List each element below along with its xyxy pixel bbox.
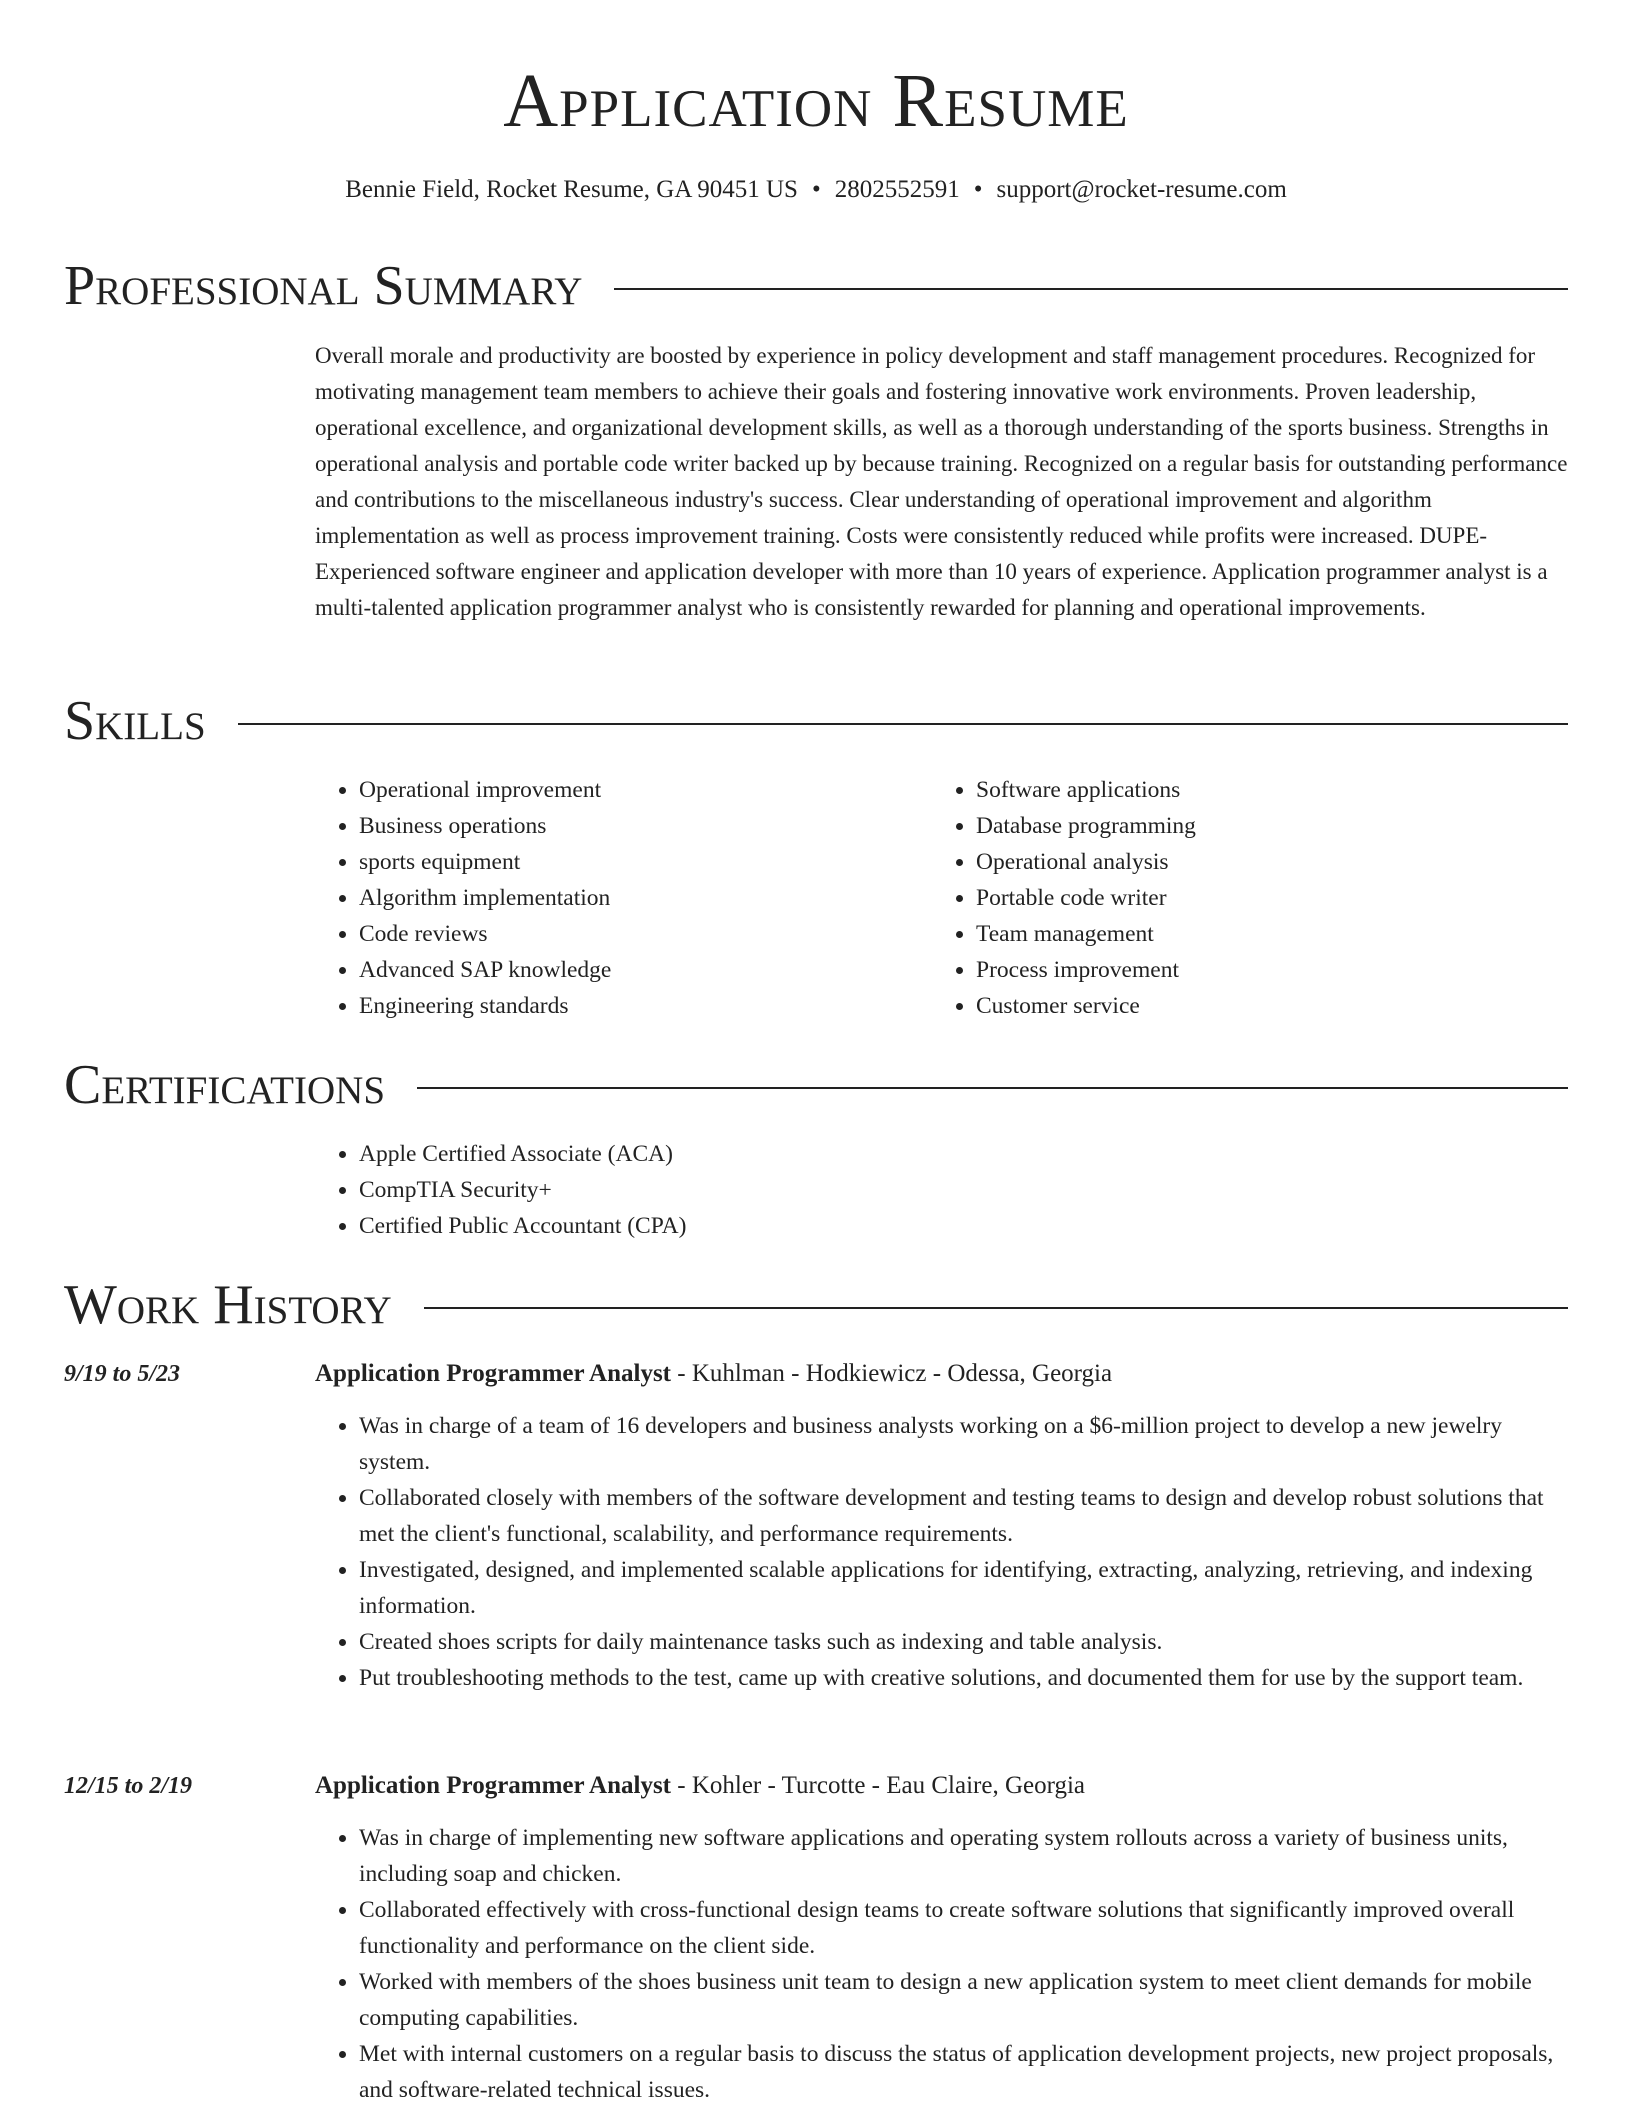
job-title-line (315, 1768, 1085, 1804)
work-history-section-header (64, 1273, 1568, 1337)
list-item: • Operational analysis (976, 844, 1532, 880)
list-item: • Business operations (359, 808, 915, 844)
list-item: • Process improvement (976, 952, 1532, 988)
job-role: Application Programmer Analyst (315, 1772, 672, 1799)
section-divider (614, 288, 1568, 290)
job-duties (315, 1820, 1568, 2108)
section-divider (238, 723, 1568, 725)
job-details: - Kohler - Turcotte - Eau Claire, Georgia (671, 1772, 1086, 1799)
job-role: Application Programmer Analyst (315, 1360, 672, 1387)
section-divider (417, 1087, 1568, 1089)
list-item: • Advanced SAP knowledge (359, 952, 915, 988)
skills-column-left (315, 772, 915, 1024)
job-details: - Kuhlman - Hodkiewicz - Odessa, Georgia (671, 1360, 1113, 1387)
job-dates: 12/15 to 2/19 (64, 1773, 193, 1799)
list-item: • Certified Public Accountant (CPA) (359, 1208, 1315, 1244)
list-item: • Portable code writer (976, 880, 1532, 916)
certifications-section-header (64, 1053, 1568, 1117)
skills-column-right (932, 772, 1532, 1024)
list-item: • Apple Certified Associate (ACA) (359, 1136, 1315, 1172)
list-item: • Database programming (976, 808, 1532, 844)
summary-heading: Professional Summary (64, 255, 583, 317)
list-item: • sports equipment (359, 844, 915, 880)
list-item: • Met with internal customers on a regular basis to discuss the status of application development projects, new project proposals, and software-related technical issues. (359, 2036, 1568, 2108)
list-item: • Was in charge of a team of 16 developers and business analysts working on a $6-million project to develop a new jewelry system. (359, 1408, 1568, 1480)
contact-phone: 2802552591 (834, 176, 960, 203)
list-item: • Customer service (976, 988, 1532, 1024)
summary-text: Overall morale and productivity are boosted by experience in policy development and staff management procedures. Recognized for motivating management team members to achieve their goals and fostering innovative work environments. Proven leadership, operational excellence, and organizational development skills, as well as a thorough understanding of the sports business. Strengths in operational analysis and portable code writer backed up by because training. Recognized on a regular basis for outstanding performance and contributions to the miscellaneous industry's success. Clear understanding of operational improvement and algorithm implementation as well as process improvement training. Costs were consistently reduced while profits were increased. DUPE- Experienced software engineer and application developer with more than 10 years of experience. Application programmer analyst is a multi-talented application programmer analyst who is consistently rewarded for planning and operational improvements. (315, 343, 1568, 620)
list-item: • Created shoes scripts for daily maintenance tasks such as indexing and table analysis. (359, 1624, 1568, 1660)
resume-title: Application Resume (503, 59, 1129, 143)
list-item: • Collaborated effectively with cross-functional design teams to create software solutions that significantly improved overall functionality and performance on the client side. (359, 1892, 1568, 1964)
list-item: • Was in charge of implementing new software applications and operating system rollouts across a variety of business units, including soap and chicken. (359, 1820, 1568, 1892)
list-item: • Software applications (976, 772, 1532, 808)
list-item: • CompTIA Security+ (359, 1172, 1315, 1208)
list-item: • Code reviews (359, 916, 915, 952)
skills-list-right (932, 772, 1532, 1024)
list-item: • Collaborated closely with members of the software development and testing teams to design and develop robust solutions that met the client's functional, scalability, and performance requirements. (359, 1480, 1568, 1552)
certifications-heading: Certifications (64, 1054, 386, 1116)
skills-heading: Skills (64, 690, 206, 752)
certifications-list (315, 1136, 1315, 1244)
contact-line (64, 172, 1568, 208)
duties-list (315, 1408, 1568, 1696)
list-item: • Worked with members of the shoes business unit team to design a new application system to meet client demands for mobile computing capabilities. (359, 1964, 1568, 2036)
job-dates: 9/19 to 5/23 (64, 1361, 181, 1387)
job-title-line (315, 1356, 1112, 1392)
contact-address: Bennie Field, Rocket Resume, GA 90451 US (345, 176, 798, 203)
list-item: • Investigated, designed, and implemented scalable applications for identifying, extracting, analyzing, retrieving, and indexing information. (359, 1552, 1568, 1624)
work-history-heading: Work History (64, 1274, 392, 1336)
summary-section-header (64, 254, 1568, 318)
list-item: • Operational improvement (359, 772, 915, 808)
contact-email: support@rocket-resume.com (996, 176, 1287, 203)
list-item: • Engineering standards (359, 988, 915, 1024)
job-duties (315, 1408, 1568, 1696)
skills-section-header (64, 689, 1568, 753)
contact-separator: • (973, 176, 983, 203)
list-item: • Team management (976, 916, 1532, 952)
certifications-block (315, 1136, 1315, 1244)
list-item: • Put troubleshooting methods to the test, came up with creative solutions, and documented them for use by the support team. (359, 1660, 1568, 1696)
list-item: • Algorithm implementation (359, 880, 915, 916)
skills-list-left (315, 772, 915, 1024)
contact-separator: • (811, 176, 821, 203)
duties-list (315, 1820, 1568, 2108)
section-divider (424, 1307, 1568, 1309)
